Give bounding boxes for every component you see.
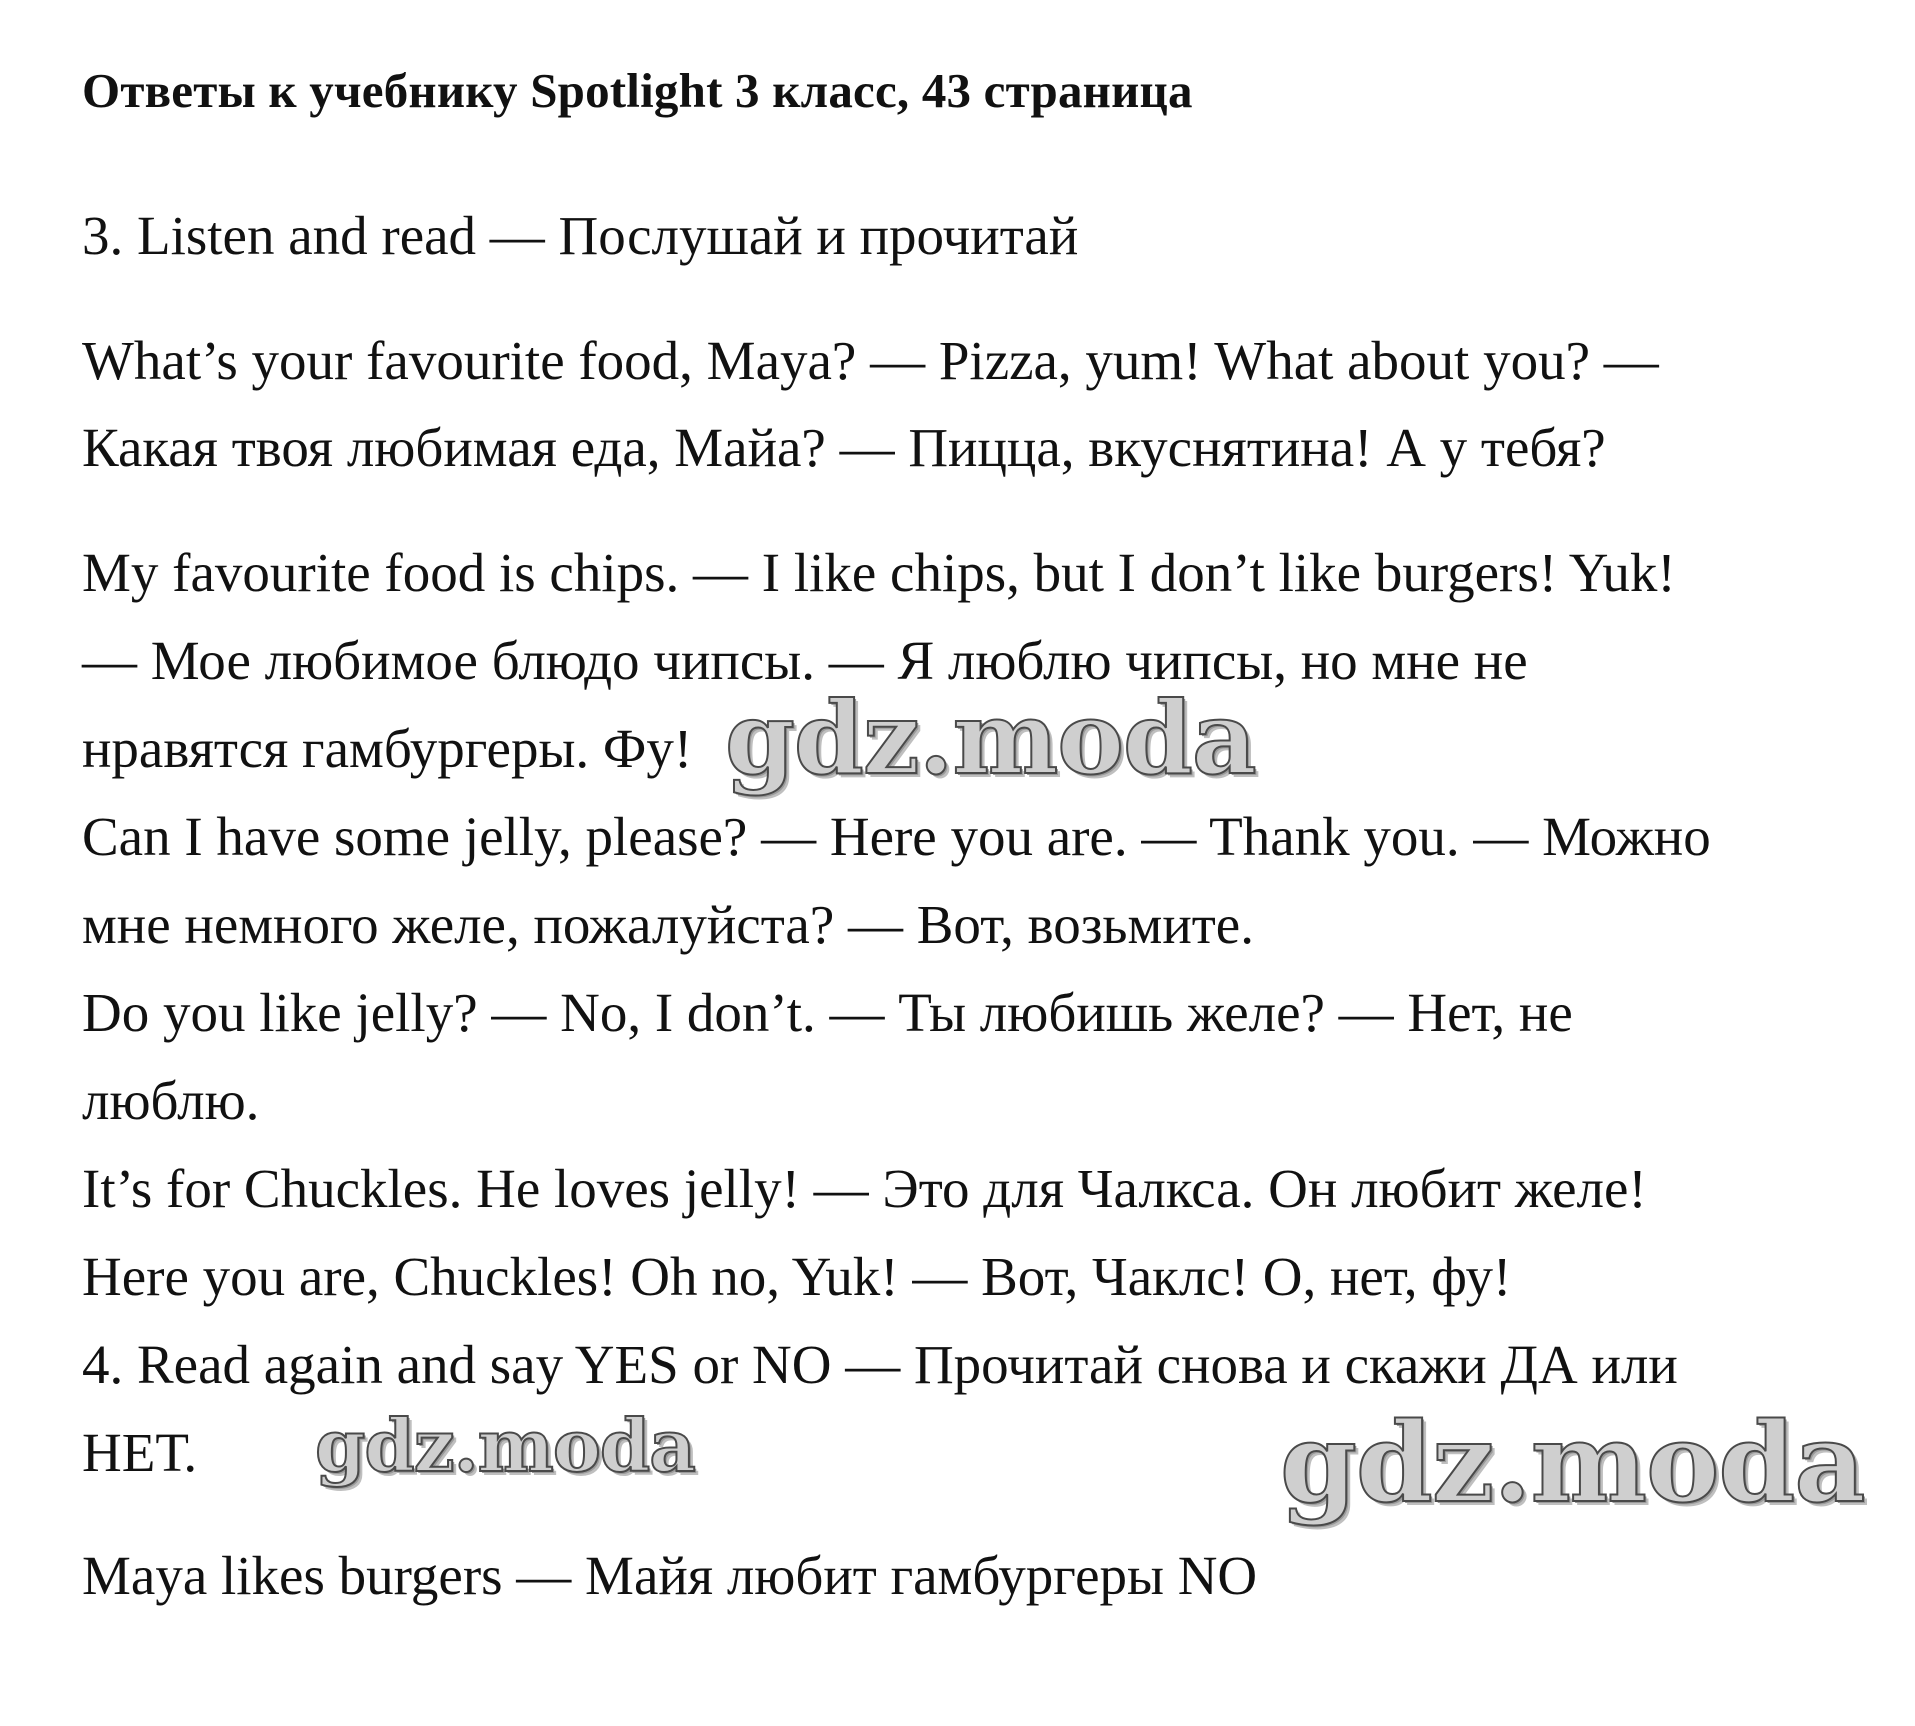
text-line: мне немного желе, пожалуйста? — Вот, возьмите. [82,894,1254,955]
text-line: Какая твоя любимая еда, Майа? — Пицца, вкуснятина! А у тебя? [82,417,1606,478]
text-line: My favourite food is chips. — I like chips, but I don’t like burgers! Yuk! [82,542,1676,603]
watermark-logo: gdz.moda [725,679,1256,797]
text-line: Here you are, Chuckles! Oh no, Yuk! — Вот, Чаклс! О, нет, фу! [82,1246,1512,1307]
page-title: Ответы к учебнику Spotlight 3 класс, 43 страница [82,63,1193,118]
text-line: Can I have some jelly, please? — Here you are. — Thank you. — Можно [82,806,1711,867]
text-line: What’s your favourite food, Maya? — Pizza, yum! What about you? — [82,330,1659,391]
text-line: люблю. [82,1070,260,1131]
exercise-3-heading: 3. Listen and read — Послушай и прочитай [82,205,1079,266]
text-line: НЕТ. [82,1422,198,1483]
text-line: Do you like jelly? — No, I don’t. — Ты любишь желе? — Нет, не [82,982,1573,1043]
exercise-4-heading: 4. Read again and say YES or NO — Прочитай снова и скажи ДА или [82,1334,1678,1395]
text-line: — Мое любимое блюдо чипсы. — Я люблю чипсы, но мне не [82,630,1528,691]
text-line: Maya likes burgers — Майя любит гамбургеры NO [82,1545,1258,1606]
watermark-logo: gdz.moda [315,1403,695,1488]
text-line: It’s for Chuckles. He loves jelly! — Это для Чалкса. Он любит желе! [82,1158,1647,1219]
text-line: нравятся гамбургеры. Фу! [82,718,693,779]
watermark-logo: gdz.moda [1280,1398,1865,1527]
